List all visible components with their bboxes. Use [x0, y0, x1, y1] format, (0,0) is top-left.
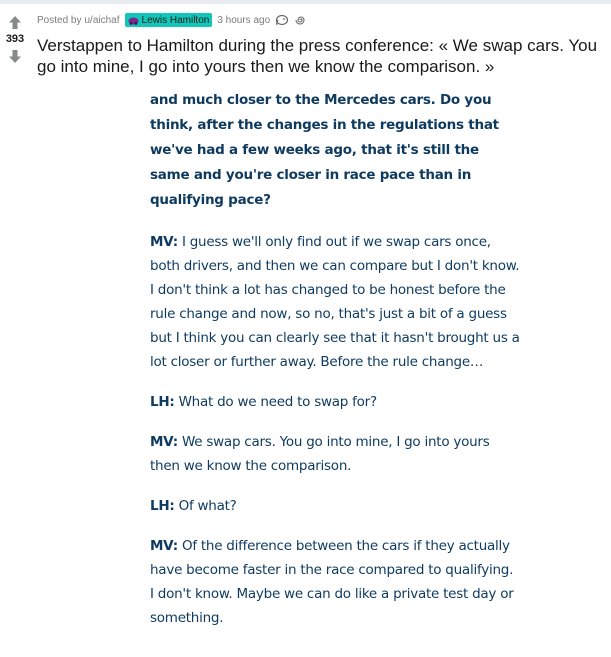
vote-column [0, 12, 30, 66]
post-title[interactable]: Verstappen to Hamilton during the press conference: « We swap cars. You go into mine, I go into yours then we know the comparison. » [37, 36, 598, 76]
speaker-label: MV: [150, 234, 178, 250]
line-text: Of what? [178, 498, 237, 514]
transcript-line [150, 430, 520, 478]
award-swirl-icon[interactable] [294, 14, 308, 26]
transcript-line [150, 390, 520, 414]
team-car-icon [128, 16, 139, 25]
flair-label: Lewis Hamilton [141, 14, 210, 26]
reporter-question: and much closer to the Mercedes cars. Do you think, after the changes in the regulations that we've had a few weeks ago, that it's still the same and you're closer in race pace than in qualifying pace? [150, 92, 499, 208]
upvote-button[interactable] [3, 12, 27, 32]
transcript-line [150, 534, 520, 630]
speaker-label: LH: [150, 498, 175, 514]
award-elephant-icon[interactable] [275, 14, 289, 26]
line-text: Of the difference between the cars if they actually have become faster in the race compared to qualifying. I don't know. Maybe we can do like a private test day or something. [150, 538, 514, 626]
post-meta [37, 13, 308, 27]
transcript-line [150, 494, 520, 518]
transcript-line [150, 230, 520, 374]
speaker-label: LH: [150, 394, 175, 410]
arrow-up-icon [9, 16, 21, 29]
line-text: What do we need to swap for? [178, 394, 377, 410]
arrow-down-icon [9, 50, 21, 63]
posted-by-label: Posted by [37, 14, 82, 26]
top-divider [0, 0, 611, 4]
speaker-label: MV: [150, 434, 178, 450]
vote-count: 393 [5, 33, 25, 45]
transcript-image [150, 88, 520, 630]
username-link[interactable]: u/aichaf [84, 14, 120, 26]
user-flair [125, 13, 213, 27]
line-text: I guess we'll only find out if we swap cars once, both drivers, and then we can compare but I don't know. I don't think a lot has changed to be honest before the rule change and now, so no, that's just a bit of a guess but I think you can clearly see that it hasn't brought us a lot closer or further away. Before the rule change… [150, 234, 520, 370]
speaker-label: MV: [150, 538, 178, 554]
line-text: We swap cars. You go into mine, I go into yours then we know the comparison. [150, 434, 490, 474]
post-timestamp[interactable]: 3 hours ago [217, 14, 271, 26]
downvote-button[interactable] [3, 46, 27, 66]
